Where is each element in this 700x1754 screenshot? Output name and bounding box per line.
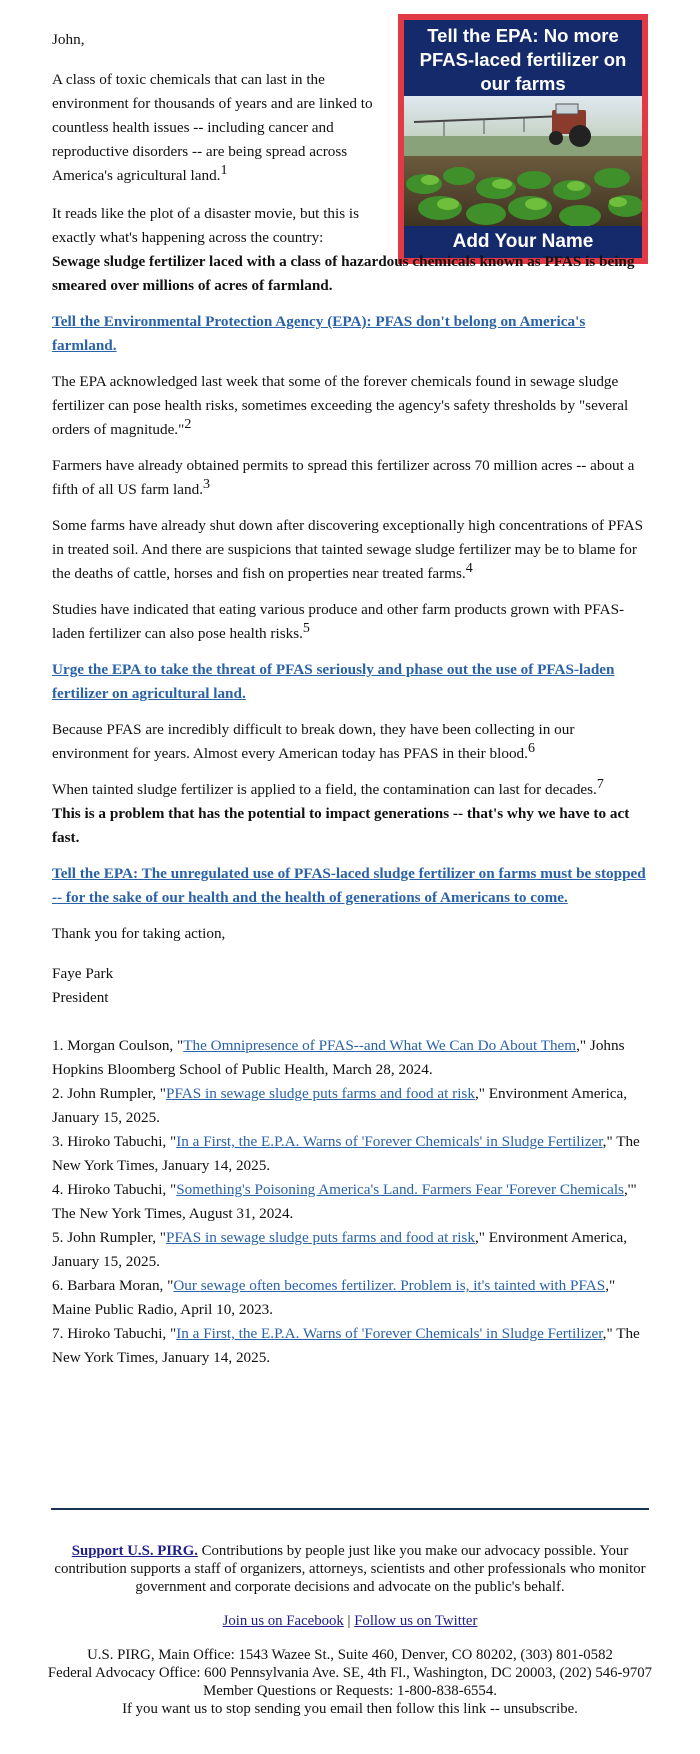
reference-item	[52, 1178, 650, 1226]
reference-prefix: 3. Hiroko Tabuchi, "	[52, 1133, 177, 1150]
reference-item	[52, 1034, 650, 1082]
paragraph-permits	[52, 454, 650, 502]
footnote-ref-7: 7	[596, 777, 604, 792]
support-text: Contributions by people just like you make our advocacy possible. Your contribution supports a staff of organizers, attorneys, scientists and other professionals who monitor government and corporate decisions and advocate on the public's behalf.	[54, 1543, 646, 1595]
paragraph-disaster-bold: Sewage sludge fertilizer laced with a class of hazardous chemicals known as PFAS is being smeared over millions of acres of farmland.	[52, 253, 635, 294]
twitter-link[interactable]: Follow us on Twitter	[354, 1613, 478, 1629]
email-footer	[40, 1542, 660, 1718]
reference-prefix: 1. Morgan Coulson, "	[52, 1037, 184, 1054]
reference-prefix: 5. John Rumpler, "	[52, 1229, 167, 1246]
signature	[52, 962, 650, 1010]
reference-prefix: 2. John Rumpler, "	[52, 1085, 167, 1102]
cta-link-3[interactable]: Tell the EPA: The unregulated use of PFAS-laced sludge fertilizer on farms must be stopped -- for the sake of our health and the health of generations of Americans to come.	[52, 865, 646, 906]
reference-suffix: ,'" The New York Times, August 31, 2024.	[52, 1181, 637, 1222]
facebook-link[interactable]: Join us on Facebook	[222, 1613, 344, 1629]
signature-title: President	[52, 989, 109, 1006]
reference-link[interactable]: Something's Poisoning America's Land. Farmers Fear 'Forever Chemicals	[176, 1181, 624, 1198]
reference-prefix: 6. Barbara Moran, "	[52, 1277, 174, 1294]
reference-link[interactable]: The Omnipresence of PFAS--and What We Can Do About Them	[183, 1037, 577, 1054]
reference-suffix: ," Environment America, January 15, 2025.	[52, 1229, 628, 1270]
unsubscribe-line[interactable]: If you want us to stop sending you email then follow this link -- unsubscribe.	[122, 1701, 578, 1717]
banner-title: Tell the EPA: No more PFAS-laced fertilizer on our farms	[419, 25, 627, 94]
social-separator: |	[343, 1613, 355, 1629]
reference-prefix: 7. Hiroko Tabuchi, "	[52, 1325, 177, 1342]
reference-suffix: ," The New York Times, January 14, 2025.	[52, 1133, 640, 1174]
footnote-ref-2: 2	[184, 417, 192, 432]
paragraph-intro	[52, 68, 382, 188]
reference-prefix: 4. Hiroko Tabuchi, "	[52, 1181, 177, 1198]
reference-suffix: ," The New York Times, January 14, 2025.	[52, 1325, 640, 1366]
cta-link-3-wrap	[52, 862, 650, 910]
paragraph-intro-text: A class of toxic chemicals that can last in the environment for thousands of years and are linked to countless health issues -- including cancer and reproductive disorders -- are being spread across America's agricultural land.	[52, 71, 373, 184]
reference-link[interactable]: In a First, the E.P.A. Warns of 'Forever Chemicals' in Sludge Fertilizer	[176, 1133, 603, 1150]
footnote-ref-1: 1	[220, 163, 228, 178]
email-body	[52, 0, 650, 1370]
reference-suffix: ," Johns Hopkins Bloomberg School of Public Health, March 28, 2024.	[52, 1037, 625, 1078]
signature-name: Faye Park	[52, 965, 114, 982]
paragraph-breakdown-text: Because PFAS are incredibly difficult to break down, they have been collecting in our environment for years. Almost every American today has PFAS in their blood.	[52, 721, 575, 762]
footer-divider	[51, 1508, 649, 1510]
paragraph-decades-text: When tainted sludge fertilizer is applied to a field, the contamination can last for decades.	[52, 781, 597, 798]
cta-link-2-wrap	[52, 658, 650, 706]
reference-link[interactable]: Our sewage often becomes fertilizer. Problem is, it's tainted with PFAS	[173, 1277, 606, 1294]
closing: Thank you for taking action,	[52, 925, 226, 942]
reference-link[interactable]: PFAS in sewage sludge puts farms and food at risk	[166, 1229, 475, 1246]
paragraph-disaster	[52, 202, 650, 298]
reference-item	[52, 1322, 650, 1370]
cta-link-1-wrap	[52, 310, 650, 358]
support-paragraph	[40, 1542, 660, 1596]
footnote-ref-3: 3	[203, 477, 210, 492]
add-your-name-button[interactable]: Add Your Name	[452, 231, 594, 252]
footnote-ref-6: 6	[527, 741, 535, 756]
reference-item	[52, 1274, 650, 1322]
reference-link[interactable]: PFAS in sewage sludge puts farms and food at risk	[166, 1085, 475, 1102]
reference-suffix: ," Environment America, January 15, 2025.	[52, 1085, 628, 1126]
footnote-ref-5: 5	[302, 621, 310, 636]
paragraph-studies	[52, 598, 650, 646]
references-list	[52, 1034, 650, 1370]
paragraph-farms-text: Some farms have already shut down after discovering exceptionally high concentrations of PFAS in treated soil. And there are suspicions that tainted sewage sludge fertilizer may be to blame for the deaths of cattle, horses and fish on properties near treated farms.	[52, 517, 644, 582]
reference-item	[52, 1226, 650, 1274]
cta-link-1[interactable]: Tell the Environmental Protection Agency (EPA): PFAS don't belong on America's farmland.	[52, 313, 586, 354]
paragraph-studies-text: Studies have indicated that eating various produce and other farm products grown with PFAS-laden fertilizer can also pose health risks.	[52, 601, 625, 642]
support-us-pirg-link[interactable]: Support U.S. PIRG.	[71, 1543, 198, 1559]
paragraph-decades-bold: This is a problem that has the potential to impact generations -- that's why we have to act fast.	[52, 805, 630, 846]
reference-link[interactable]: In a First, the E.P.A. Warns of 'Forever Chemicals' in Sludge Fertilizer	[176, 1325, 603, 1342]
footnote-ref-4: 4	[465, 561, 473, 576]
paragraph-decades	[52, 778, 650, 850]
cta-link-2[interactable]: Urge the EPA to take the threat of PFAS seriously and phase out the use of PFAS-laden fertilizer on agricultural land.	[52, 661, 615, 702]
social-links	[40, 1612, 660, 1630]
paragraph-epa	[52, 370, 650, 442]
paragraph-permits-text: Farmers have already obtained permits to spread this fertilizer across 70 million acres -- about a fifth of all US farm land.	[52, 457, 635, 498]
paragraph-disaster-text: It reads like the plot of a disaster movie, but this is exactly what's happening across the country:	[52, 205, 360, 246]
reference-item	[52, 1082, 650, 1130]
main-office-address: U.S. PIRG, Main Office: 1543 Wazee St., Suite 460, Denver, CO 80202, (303) 801-0582	[87, 1647, 613, 1663]
greeting: John,	[52, 31, 85, 48]
member-questions: Member Questions or Requests: 1-800-838-6554.	[203, 1683, 497, 1699]
paragraph-breakdown	[52, 718, 650, 766]
federal-office-address: Federal Advocacy Office: 600 Pennsylvania Ave. SE, 4th Fl., Washington, DC 20003, (202) 546-9707	[47, 1665, 653, 1681]
paragraph-epa-text: The EPA acknowledged last week that some of the forever chemicals found in sewage sludge fertilizer can pose health risks, sometimes exceeding the agency's safety thresholds by "several orders of magnitude."	[52, 373, 629, 438]
reference-suffix: ," Maine Public Radio, April 10, 2023.	[52, 1277, 616, 1318]
reference-item	[52, 1130, 650, 1178]
paragraph-farms	[52, 514, 650, 586]
